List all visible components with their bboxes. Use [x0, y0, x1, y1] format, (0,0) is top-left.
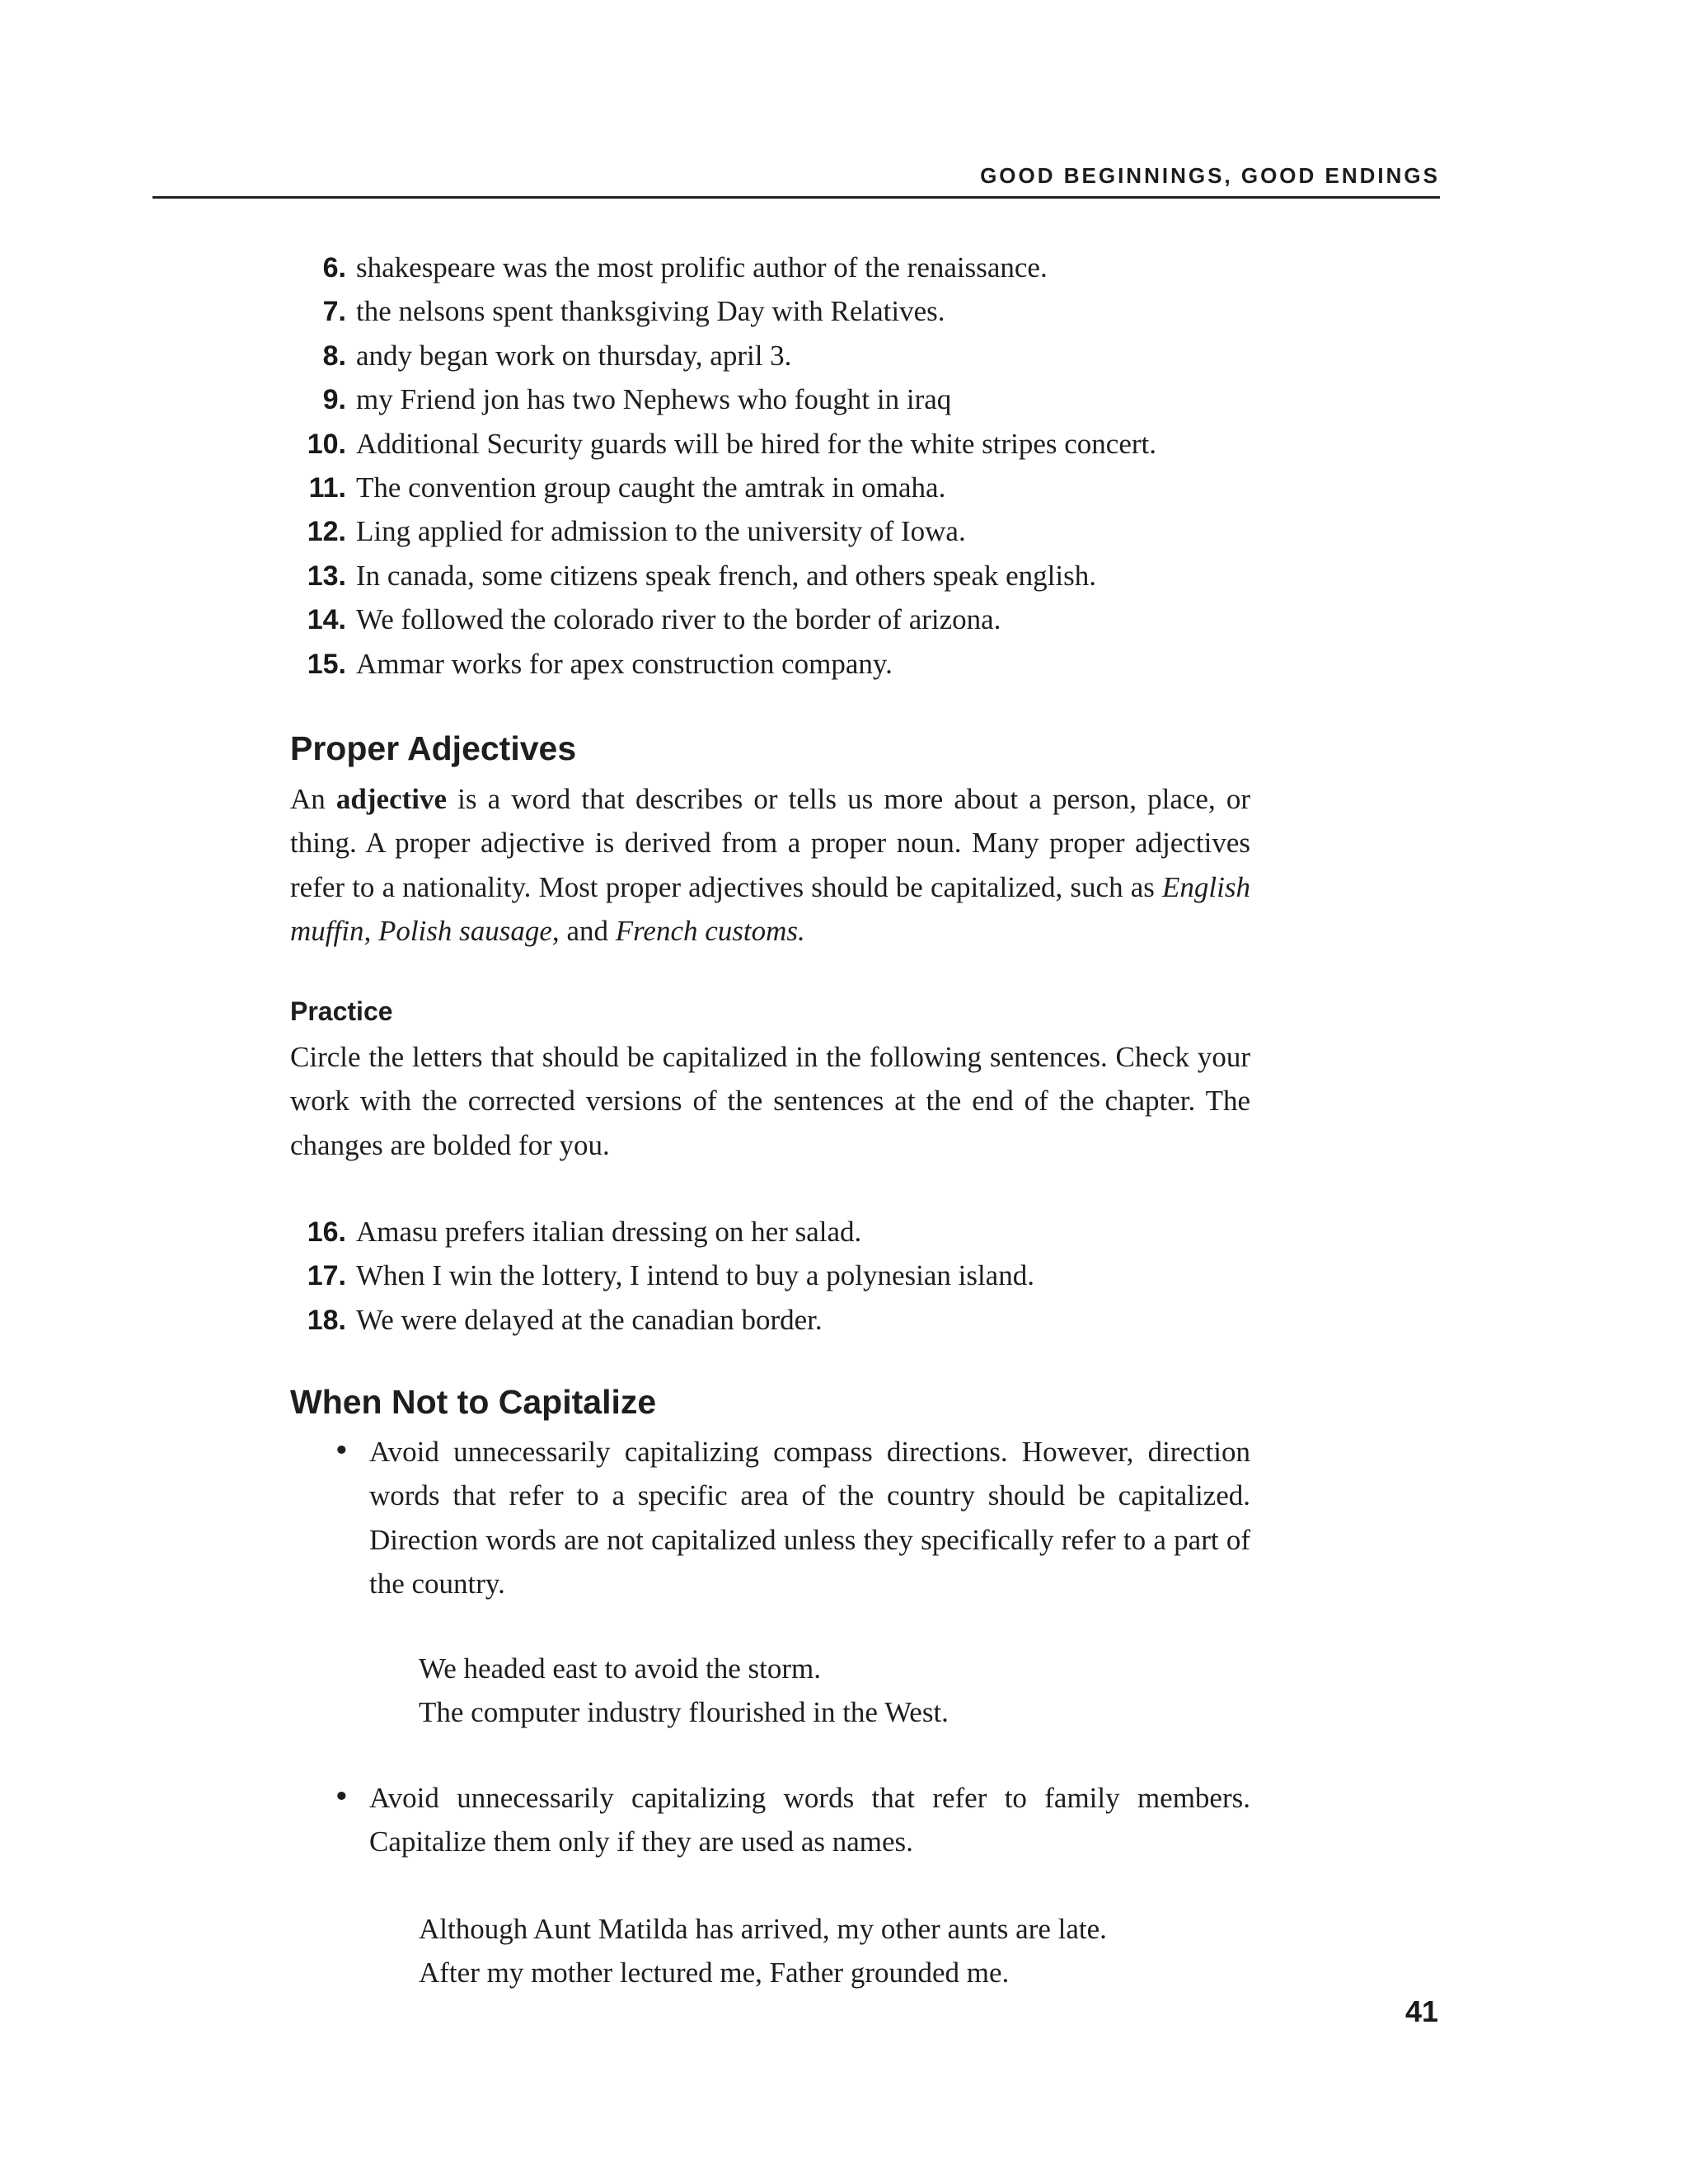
example-sentence: Although Aunt Matilda has arrived, my other aunts are late. [419, 1913, 1107, 1945]
item-text: my Friend jon has two Nephews who fought in iraq [356, 383, 952, 416]
list-item [290, 466, 1279, 509]
para-text: is a word that describes or tells us more about a person, place, or thing. A proper adjective is derived from a proper noun. Many proper adjectives refer to a nationality. Most proper adjectives should be capitalized, such as [290, 783, 1251, 903]
page-number: 41 [1404, 1994, 1438, 2028]
header-rule [152, 196, 1440, 199]
list-item [290, 246, 1279, 289]
list-item [290, 377, 1279, 421]
italic-example: French customs. [615, 915, 805, 948]
bullet-compass-directions [333, 1430, 1250, 1606]
item-number: 15. [307, 648, 346, 680]
item-number: 9. [322, 384, 346, 416]
list-item [290, 1298, 1279, 1342]
item-text: andy began work on thursday, april 3. [356, 339, 792, 372]
item-number: 8. [322, 340, 346, 372]
italic-example: English muffin, Polish sausage, [290, 870, 1250, 948]
list-item [290, 289, 1279, 333]
exercise-list-b [290, 1210, 1279, 1342]
example-sentence: We headed east to avoid the storm. [419, 1652, 822, 1685]
item-text: When I win the lottery, I intend to buy a polynesian island. [356, 1259, 1034, 1292]
section-heading-proper-adjectives: Proper Adjectives [290, 729, 577, 767]
bullet-icon: • [333, 1781, 350, 1814]
exercise-list-a [290, 246, 1279, 686]
item-text: shakespeare was the most prolific author of the renaissance. [356, 251, 1048, 284]
item-text: Ammar works for apex construction company. [356, 647, 893, 680]
list-item [290, 422, 1279, 466]
list-item [290, 1210, 1279, 1254]
item-text: Ling applied for admission to the university of Iowa. [356, 515, 966, 548]
example-block-directions [419, 1647, 1243, 1735]
bold-term: adjective [335, 783, 448, 815]
list-item [290, 642, 1279, 686]
item-text: Amasu prefers italian dressing on her salad. [356, 1216, 862, 1248]
item-number: 16. [307, 1216, 346, 1248]
item-number: 14. [307, 604, 346, 636]
practice-instructions: Circle the letters that should be capitalized in the following sentences. Check your work with the corrected versions of the sentences at the end of the chapter. The changes are bolded for you. [290, 1041, 1250, 1161]
item-number: 10. [307, 428, 346, 460]
item-text: In canada, some citizens speak french, and others speak english. [356, 559, 1097, 592]
item-text: We were delayed at the canadian border. [356, 1303, 823, 1336]
list-item [290, 509, 1279, 553]
list-item [290, 1254, 1279, 1297]
item-number: 18. [307, 1304, 346, 1336]
item-text: the nelsons spent thanksgiving Day with Relatives. [356, 295, 945, 328]
practice-heading: Practice [290, 996, 393, 1026]
item-text: Additional Security guards will be hired for the white stripes concert. [356, 427, 1156, 460]
item-number: 11. [308, 471, 346, 504]
bullet-text: Avoid unnecessarily capitalizing compass directions. However, direction words that refer to a specific area of the country should be capitalized. Direction words are not capitalized unless they specifically refer to a part of the country. [369, 1436, 1250, 1601]
running-head: GOOD BEGINNINGS, GOOD ENDINGS [980, 163, 1440, 188]
list-item [290, 334, 1279, 377]
example-block-family [419, 1907, 1243, 1995]
list-item [290, 554, 1279, 598]
list-item [290, 598, 1279, 641]
item-number: 12. [307, 516, 346, 548]
item-number: 17. [307, 1260, 346, 1292]
item-text: We followed the colorado river to the border of arizona. [356, 603, 1001, 636]
proper-adjectives-paragraph [290, 777, 1250, 954]
item-number: 6. [322, 252, 346, 284]
example-sentence: The computer industry flourished in the West. [419, 1696, 949, 1729]
bullet-icon: • [333, 1435, 350, 1468]
para-text: An [290, 783, 336, 815]
bullet-family-members [333, 1776, 1250, 1864]
bullet-text: Avoid unnecessarily capitalizing words that refer to family members. Capitalize them only if they are used as names. [369, 1782, 1250, 1858]
para-text: and [559, 915, 616, 948]
item-number: 13. [307, 560, 346, 592]
example-sentence: After my mother lectured me, Father grounded me. [419, 1957, 1010, 1990]
item-text: The convention group caught the amtrak in omaha. [356, 471, 946, 504]
section-heading-when-not-to-capitalize: When Not to Capitalize [290, 1383, 657, 1421]
item-number: 7. [322, 296, 346, 328]
